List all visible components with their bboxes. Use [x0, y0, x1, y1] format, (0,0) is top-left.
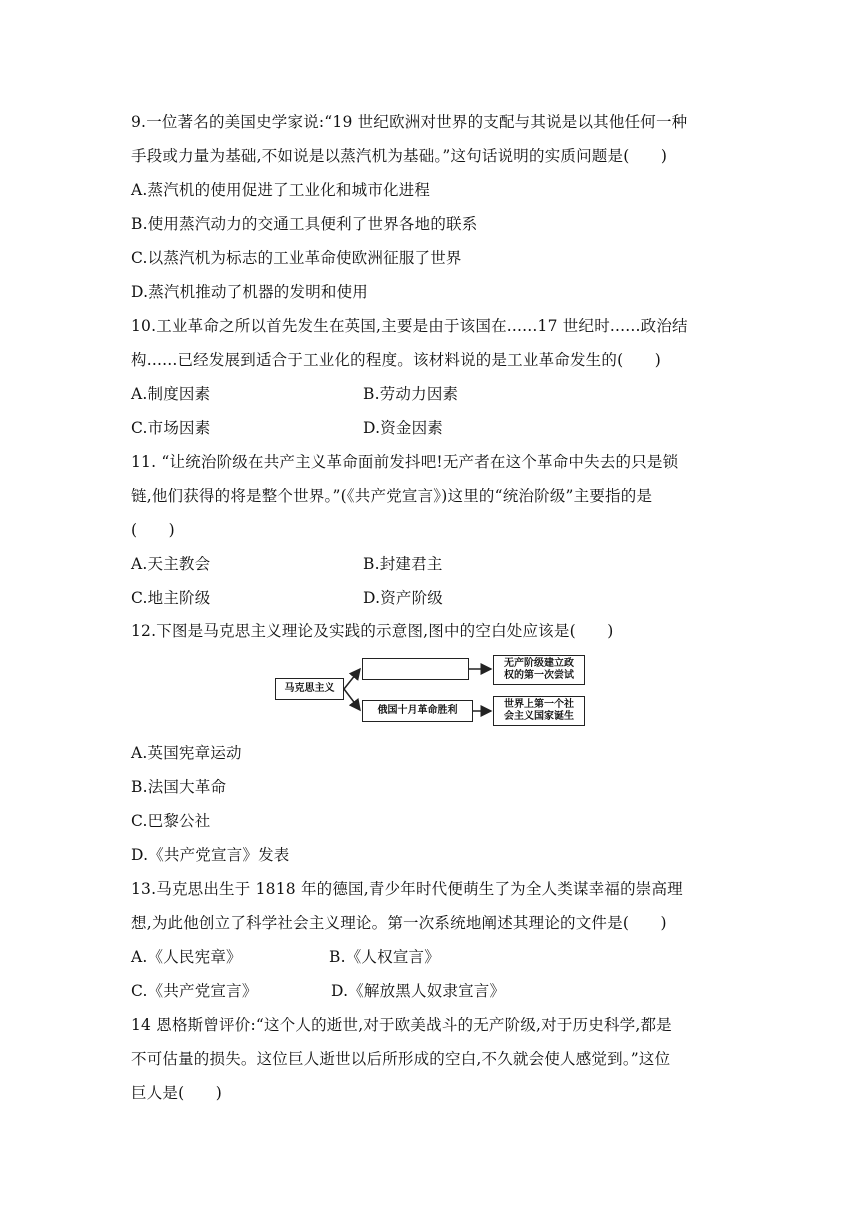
q13-option-c: C.《共产党宣言》: [131, 982, 258, 1000]
q13-option-d: D.《解放黑人奴隶宣言》: [331, 982, 506, 1000]
upper-result-line2: 权的第一次尝试: [504, 670, 574, 681]
q9-option-c: C.以蒸汽机为标志的工业革命使欧洲征服了世界: [131, 249, 462, 267]
q10-option-c: C.市场因素: [131, 419, 211, 437]
q10-option-row2: [131, 418, 444, 438]
q12-option-c: C.巴黎公社: [131, 812, 211, 830]
q14-stem-line3: 巨人是( ): [131, 1084, 222, 1102]
q12-option-a: A.英国宪章运动: [131, 744, 242, 762]
lower-result-line2: 会主义国家诞生: [504, 711, 574, 722]
q11-option-row1: [131, 554, 443, 574]
diagram-lower-result-box: [493, 696, 585, 726]
q13-option-b: B.《人权宣言》: [329, 948, 440, 966]
q11-option-d: D.资产阶级: [363, 589, 444, 607]
q11-stem-line3: ( ): [131, 521, 175, 539]
q11-stem-line1: 11. “让统治阶级在共产主义革命面前发抖吧!无产者在这个革命中失去的只是锁: [131, 453, 679, 471]
upper-result-line1: 无产阶级建立政: [504, 658, 574, 669]
q9-stem-line1: 9.一位著名的美国史学家说:“19 世纪欧洲对世界的支配与其说是以其他任何一种: [131, 113, 688, 131]
q9-stem-line2: 手段或力量为基础,不如说是以蒸汽机为基础。”这句话说明的实质问题是( ): [131, 147, 668, 165]
q10-option-row1: [131, 384, 459, 404]
q9-option-b: B.使用蒸汽动力的交通工具便利了世界各地的联系: [131, 215, 478, 233]
diagram-root-box: 马克思主义: [275, 678, 344, 700]
q13-stem-line1: 13.马克思出生于 1818 年的德国,青少年时代便萌生了为全人类谋幸福的崇高理: [131, 880, 683, 898]
diagram-blank-box: [362, 658, 469, 680]
q10-stem-line2: 构......已经发展到适合于工业化的程度。该材料说的是工业革命发生的( ): [131, 351, 661, 369]
q12-stem-line1: 12.下图是马克思主义理论及实践的示意图,图中的空白处应该是( ): [131, 622, 614, 640]
lower-result-line1: 世界上第一个社: [504, 699, 574, 710]
diagram-october-revolution-box: 俄国十月革命胜利: [362, 700, 473, 722]
q11-stem-line2: 链,他们获得的将是整个世界。”(《共产党宣言》)这里的“统治阶级”主要指的是: [131, 487, 653, 505]
q13-option-row2: [131, 981, 506, 1001]
q12-option-d: D.《共产党宣言》发表: [131, 846, 290, 864]
q11-option-b: B.封建君主: [363, 555, 443, 573]
q9-option-a: A.蒸汽机的使用促进了工业化和城市化进程: [131, 181, 431, 199]
q10-option-a: A.制度因素: [131, 385, 211, 403]
q13-option-row1: [131, 947, 440, 967]
q11-option-a: A.天主教会: [131, 555, 211, 573]
q9-option-d: D.蒸汽机推动了机器的发明和使用: [131, 283, 369, 301]
diagram-upper-result-box: [493, 655, 585, 685]
q12-option-b: B.法国大革命: [131, 778, 227, 796]
q13-option-a: A.《人民宪章》: [131, 948, 242, 966]
q11-option-c: C.地主阶级: [131, 589, 211, 607]
q14-stem-line1: 14 恩格斯曾评价:“这个人的逝世,对于欧美战斗的无产阶级,对于历史科学,都是: [131, 1016, 672, 1034]
q10-option-d: D.资金因素: [363, 419, 444, 437]
q11-option-row2: [131, 588, 444, 608]
q14-stem-line2: 不可估量的损失。这位巨人逝世以后所形成的空白,不久就会使人感觉到。”这位: [131, 1050, 671, 1068]
marxism-diagram: [275, 655, 595, 727]
q10-option-b: B.劳动力因素: [363, 385, 459, 403]
q13-stem-line2: 想,为此他创立了科学社会主义理论。第一次系统地阐述其理论的文件是( ): [131, 914, 667, 932]
q10-stem-line1: 10.工业革命之所以首先发生在英国,主要是由于该国在......17 世纪时......政治结: [131, 317, 688, 335]
